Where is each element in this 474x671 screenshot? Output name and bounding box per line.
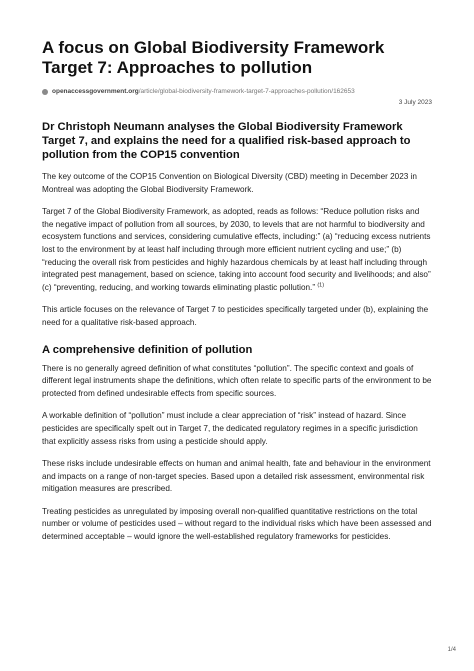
paragraph-1: The key outcome of the COP15 Convention on Biological Diversity (CBD) meeting in December 2023 in Montreal was adopting the Global Biodiversity Framework. [42,172,417,194]
paragraph-4: There is no generally agreed definition of what constitutes “pollution”. The specific context and goals of different legal instruments shape the definitions, which often relate to specific parts of the environment to be protected from defined undesirable effects from specific sources. [42,363,432,398]
source-path[interactable]: /article/global-biodiversity-framework-target-7-approaches-pollution/162653 [138,88,355,95]
article-title: A focus on Global Biodiversity Framework Target 7: Approaches to pollution [42,38,385,77]
page-number: 1/4 [447,647,456,653]
reference-marker[interactable]: (1) [317,282,325,289]
source-domain[interactable]: openaccessgovernment.org [52,88,139,95]
section-heading: A comprehensive definition of pollution [42,343,253,356]
paragraph-3: This article focuses on the relevance of Target 7 to pesticides specifically targeted under (b), explaining the need for a qualitative risk-based approach. [42,305,429,327]
paragraph-6: These risks include undesirable effects on human and animal health, fate and behaviour in the environment and impacts on a range of non-target species. Based upon a detailed risk assessment, environmental risk mitigation measures are prescribed. [42,459,431,494]
publish-date: 3 July 2023 [398,99,432,106]
source-url[interactable] [42,88,432,95]
lock-icon [42,89,48,95]
paragraph-2 [42,206,432,294]
paragraph-2-text: Target 7 of the Global Biodiversity Framework, as adopted, reads as follows: “Reduce pollution risks and the negative impact of pollution from all sources, by 2030, to levels that are not harmful to biodiversity and ecosystem functions and services, considering cumulative effects, including:” (a) “reducing excess nutrients lost to the environment by at least half including through more efficient nutrient cycling and use;” (b) “reducing the overall risk from pesticides and highly hazardous chemicals by at least half including through integrated pest management, based on science, taking into account food security and livelihoods; and also” (c) “preventing, reducing, and working towards eliminating plastic pollution.” [42,207,431,292]
paragraph-7: Treating pesticides as unregulated by imposing overall non-qualified quantitative restrictions on the total number or volume of pesticides used – without regard to the individual risks which have been assessed and determined acceptable – would ignore the well-established regulatory frameworks for pesticides. [42,506,432,542]
article-subtitle: Dr Christoph Neumann analyses the Global Biodiversity Framework Target 7, and explains the need for a qualified risk-based approach to pollution from the COP15 convention [42,121,411,161]
paragraph-5: A workable definition of “pollution” must include a clear appreciation of “risk” instead of hazard. Since pesticides are specifically spelt out in Target 7, the dedicated regulatory regimes in a specific jurisdiction that explicitly assess risks from using a pesticide should apply. [42,411,418,446]
